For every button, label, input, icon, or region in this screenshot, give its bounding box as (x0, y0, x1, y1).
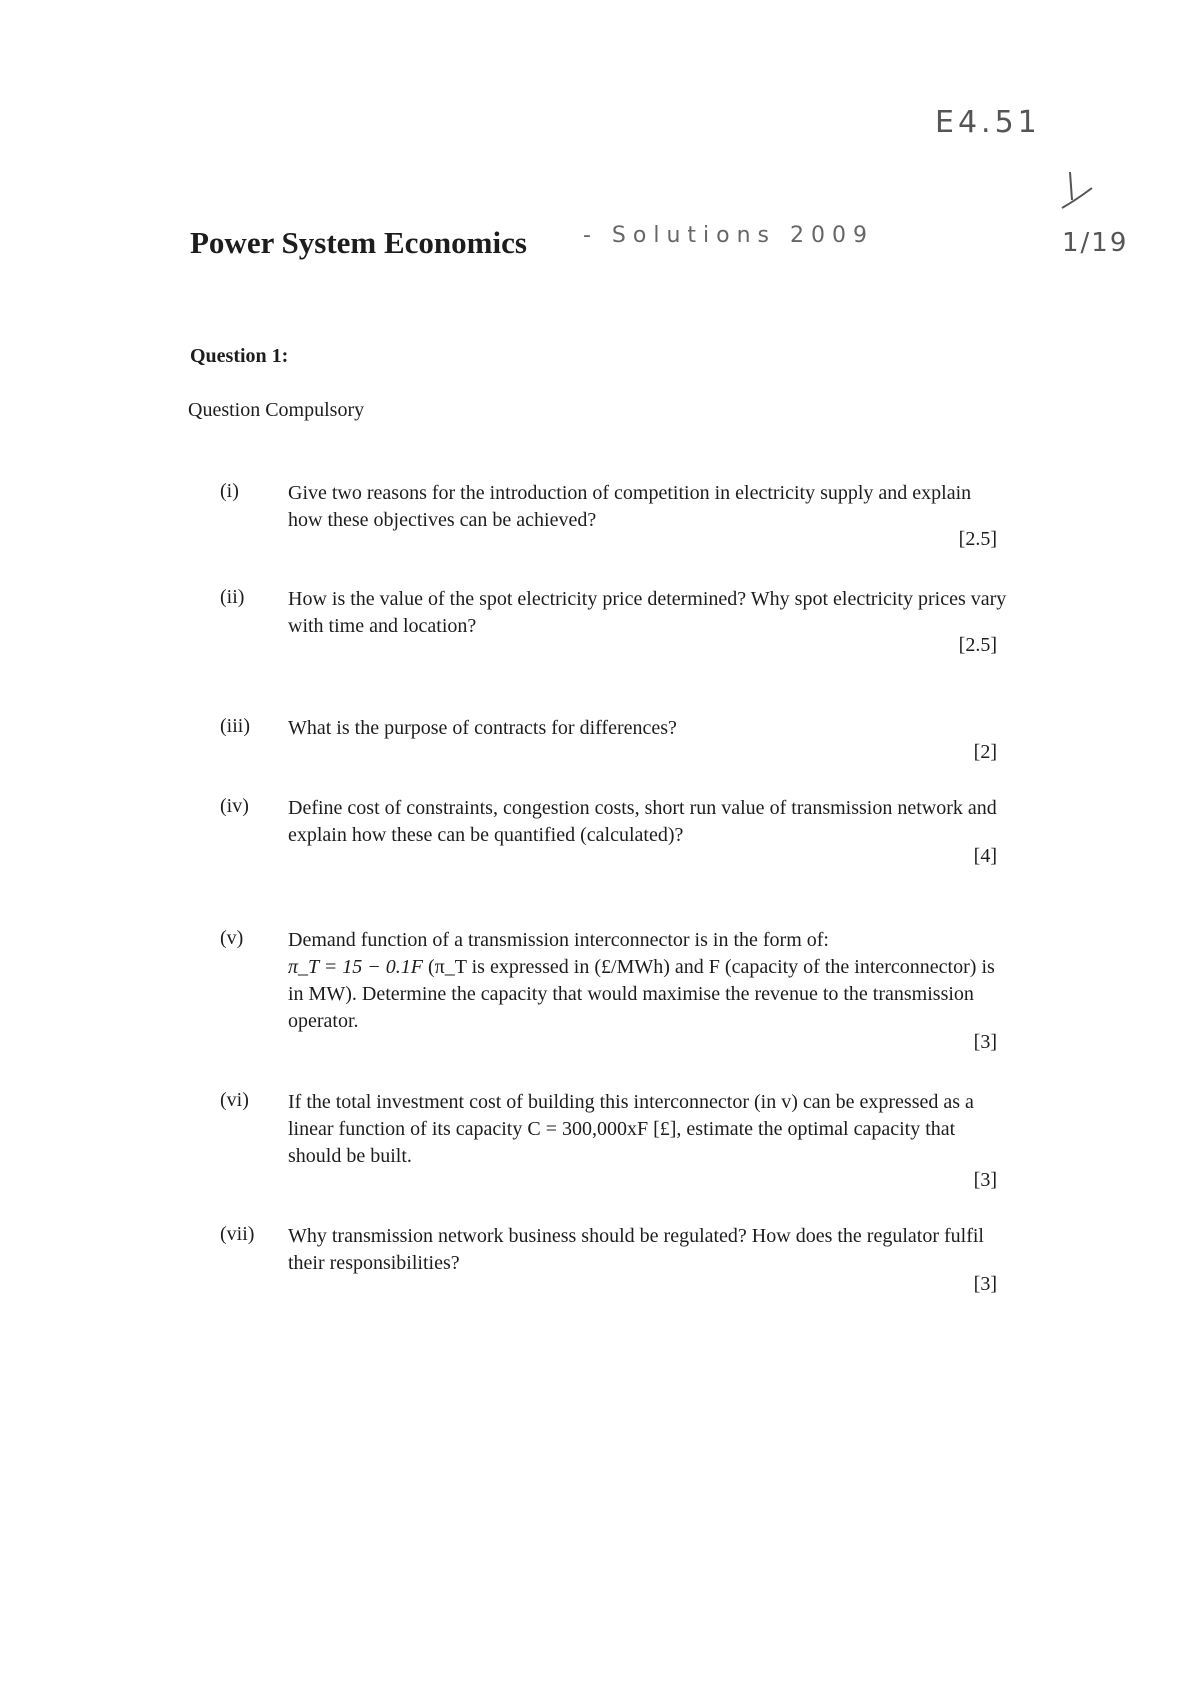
item-number: (v) (220, 927, 244, 949)
item-number: (ii) (220, 586, 245, 608)
item-marks: [3] (973, 1031, 997, 1053)
page-title: Power System Economics (190, 225, 527, 260)
item-marks: [2.5] (958, 528, 997, 550)
item-text: How is the value of the spot electricity price determined? Why spot electricity prices vary with time and location? (288, 588, 1007, 637)
item-marks: [2] (973, 741, 997, 763)
item-text: Give two reasons for the introduction of competition in electricity supply and explain how these objectives can be achieved? (288, 482, 972, 531)
item-number: (iii) (220, 715, 250, 737)
item-text: Define cost of constraints, congestion costs, short run value of transmission network and explain how these can be quantified (calculated)? (288, 797, 997, 846)
handwritten-course-code: E4.51 (935, 105, 1041, 140)
item-number: (vi) (220, 1089, 249, 1111)
item-number: (vii) (220, 1223, 255, 1245)
item-marks: [2.5] (958, 634, 997, 656)
question-note: Question Compulsory (188, 399, 365, 421)
item-text (288, 927, 1008, 1035)
item-number: (iv) (220, 795, 249, 817)
handwritten-fraction-stroke-icon (1058, 170, 1098, 220)
item-number: (i) (220, 480, 239, 502)
handwritten-page-number: 1/19 (1062, 228, 1129, 258)
item-marks: [3] (973, 1273, 997, 1295)
item-marks: [3] (973, 1169, 997, 1191)
item-text: What is the purpose of contracts for differences? (288, 717, 677, 739)
question-heading: Question 1: (190, 345, 289, 367)
handwritten-solutions-note: - Solutions 2009 (583, 223, 874, 248)
demand-formula: π_T = 15 − 0.1F (288, 956, 423, 978)
item-text: Why transmission network business should be regulated? How does the regulator fulfil their responsibilities? (288, 1225, 984, 1274)
item-text: If the total investment cost of building this interconnector (in v) can be expressed as a linear function of its capacity C = 300,000xF [£], estimate the optimal capacity that should be built. (288, 1091, 974, 1167)
item-text-rest: (π_T is expressed in (£/MWh) and F (capacity of the interconnector) is in MW). Determine the capacity that would maximise the revenue to the transmission operator. (288, 956, 995, 1032)
item-marks: [4] (973, 845, 997, 867)
item-text-intro: Demand function of a transmission interconnector is in the form of: (288, 929, 829, 951)
